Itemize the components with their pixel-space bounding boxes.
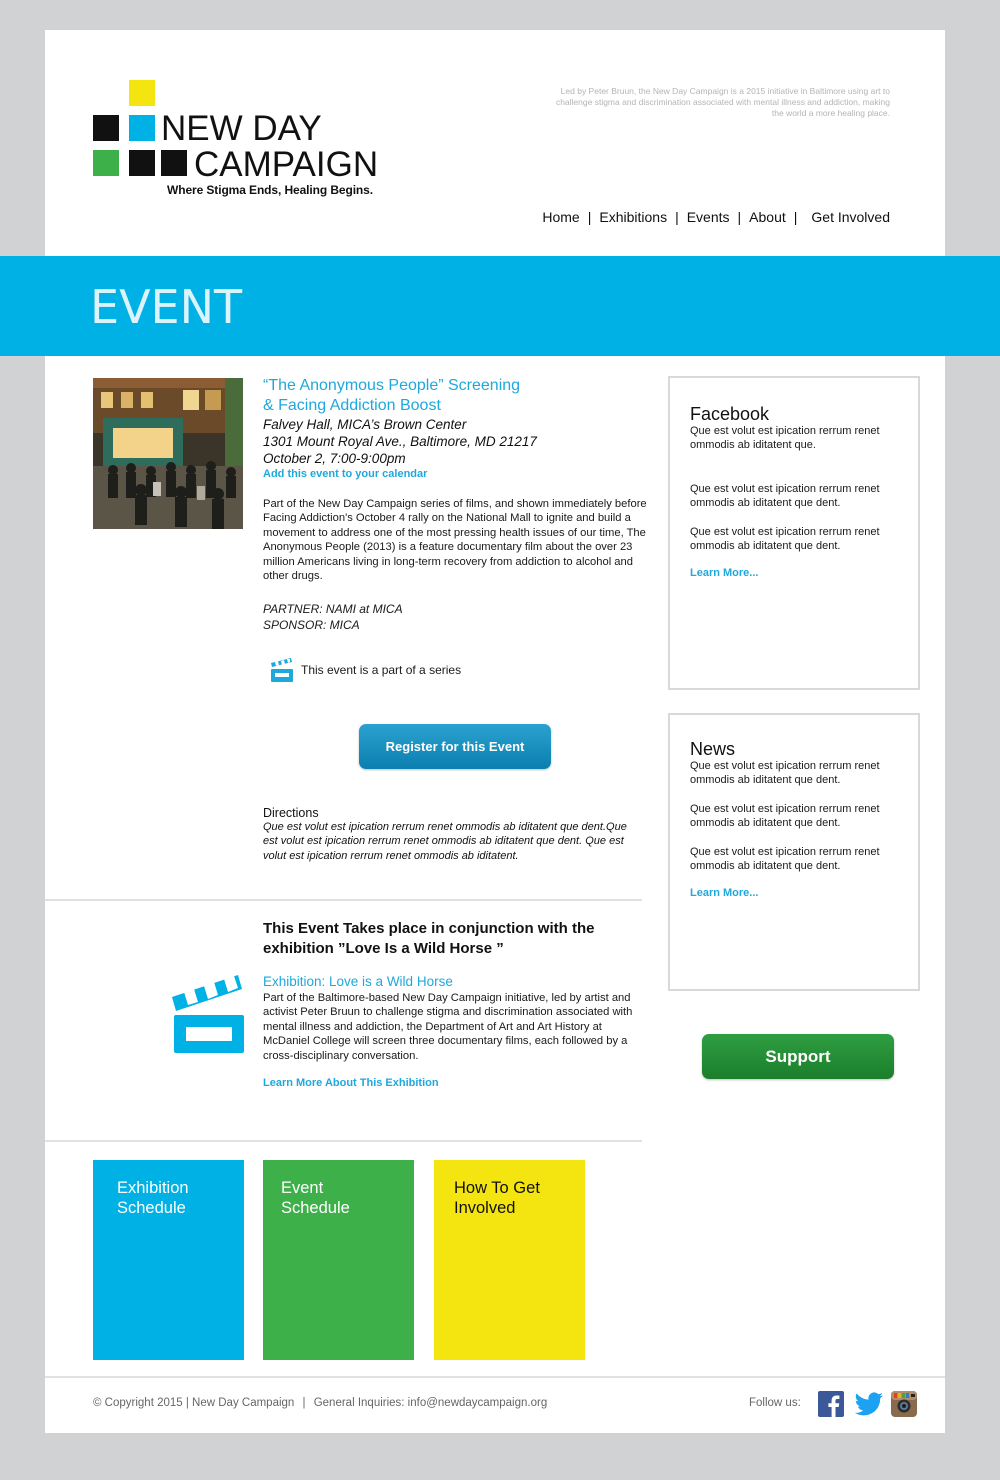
event-address: 1301 Mount Royal Ave., Baltimore, MD 21217 [263,434,537,449]
clapperboard-icon [269,657,295,683]
facebook-icon[interactable] [818,1391,844,1417]
twitter-icon[interactable] [854,1391,880,1417]
news-learn-more-link[interactable]: Learn More... [690,887,759,900]
tile-label-line2: Schedule [281,1199,350,1217]
support-button[interactable]: Support [702,1034,894,1079]
event-credits [263,601,403,633]
facebook-panel [668,376,920,690]
nav-about[interactable]: About [749,209,786,225]
register-button[interactable]: Register for this Event [359,724,551,769]
event-header [263,376,653,480]
nav-separator: | [675,209,679,225]
logo-line2: CAMPAIGN [194,145,379,184]
event-photo [93,378,243,529]
nav-separator: | [737,209,742,225]
tile-event-schedule[interactable] [263,1160,414,1360]
tile-get-involved[interactable] [434,1160,585,1360]
follow-label: Follow us: [749,1397,801,1409]
news-heading: News [690,739,736,759]
news-paragraph: Que est volut est ipication rerrum renet ommodis ab iditatent que dent. [690,802,880,830]
divider [45,899,642,901]
facebook-paragraph: Que est volut est ipication rerrum renet ommodis ab iditatent que dent. [690,525,880,553]
event-title-line2: & Facing Addiction Boost [263,397,441,414]
news-paragraph: Que est volut est ipication rerrum renet ommodis ab iditatent que dent. [690,845,880,873]
facebook-paragraph: Que est volut est ipication rerrum renet ommodis ab iditatent que dent. [690,482,880,510]
event-title-line1: “The Anonymous People” Screening [263,377,521,394]
exhibition-description: Part of the Baltimore-based New Day Campaign initiative, led by artist and activist Peter Bruun to challenge stigma and discrimination associated with mental illness and addiction, the Department of Art and Art History at McDaniel College will screen three documentary films, each followed by a cross-disciplinary conversation. [263,992,633,1062]
facebook-paragraph: Que est volut est ipication rerrum renet ommodis ab iditatent que. [690,425,880,452]
news-paragraph: Que est volut est ipication rerrum renet ommodis ab iditatent que dent. [690,760,880,787]
directions-heading: Directions [263,806,319,820]
event-date: October 2, 7:00-9:00pm [263,451,406,466]
directions-text: Que est volut est ipication rerrum renet ommodis ab iditatent que dent.Que est volut est ipication rerrum renet ommodis ab iditatent que dent. Que est volut est ipication rerrum renet ommodis ab iditatent. [263,821,627,862]
tile-label-line2: Involved [454,1199,516,1217]
nav-separator: | [793,209,798,225]
footer-copyright: © Copyright 2015 | New Day Campaign [93,1397,295,1409]
tile-label-line1: Exhibition [117,1179,189,1197]
event-sponsor: SPONSOR: MICA [263,618,360,632]
exhibition-title[interactable]: Exhibition: Love is a Wild Horse [263,974,453,989]
news-panel [668,713,920,991]
nav-home[interactable]: Home [542,209,580,225]
nav-exhibitions[interactable]: Exhibitions [599,209,668,225]
tile-label-line2: Schedule [117,1199,186,1217]
logo[interactable] [93,80,423,200]
footer-separator: | [302,1397,306,1409]
nav-get-involved[interactable]: Get Involved [811,209,890,225]
tile-label-line1: Event [281,1179,324,1197]
event-description: Part of the New Day Campaign series of films, and shown immediately before Facing Addiction's October 4 rally on the National Mall to ignite and build a movement to address one of the most pressing health issues of our time, The Anonymous People (2013) is a feature documentary film about the over 23 million Americans living in long-term recovery from addiction to alcohol and other drugs. [263,498,647,583]
page-title: EVENT [90,280,243,334]
footer-inquiries-link[interactable]: General Inquiries: info@newdaycampaign.org [313,1397,548,1409]
logo-line1: NEW DAY [161,109,322,148]
directions [263,806,633,863]
page-container [45,30,945,1433]
event-venue: Falvey Hall, MICA’s Brown Center [263,417,467,432]
logo-mark [93,80,423,200]
tagline: Where Stigma Ends, Healing Begins. [167,183,373,197]
event-partner: PARTNER: NAMI at MICA [263,602,403,616]
instagram-icon[interactable] [891,1391,917,1417]
facebook-learn-more-link[interactable]: Learn More... [690,567,759,580]
exhibition-learn-more-link[interactable]: Learn More About This Exhibition [263,1077,439,1089]
exhibition-clapperboard-icon [170,975,246,1060]
exhibition-heading: This Event Takes place in conjunction with the exhibition ”Love Is a Wild Horse ” [263,920,595,957]
tile-label-line1: How To Get [454,1179,540,1197]
series-text: This event is a part of a series [301,663,462,677]
page-banner [0,256,1000,356]
facebook-heading: Facebook [690,404,770,424]
footer-text [93,1397,547,1409]
series-note [269,657,461,683]
nav-separator: | [587,209,592,225]
tile-exhibition-schedule[interactable] [93,1160,244,1360]
intro-text: Led by Peter Bruun, the New Day Campaign is a 2015 initiative in Baltimore using art to challenge stigma and discrimination associated with mental illness and addiction, making the world a more healing place. [555,86,890,118]
divider [45,1140,642,1142]
add-to-calendar-link[interactable]: Add this event to your calendar [263,468,428,480]
main-nav [542,209,890,225]
footer-divider [45,1376,945,1378]
nav-events[interactable]: Events [686,209,730,225]
